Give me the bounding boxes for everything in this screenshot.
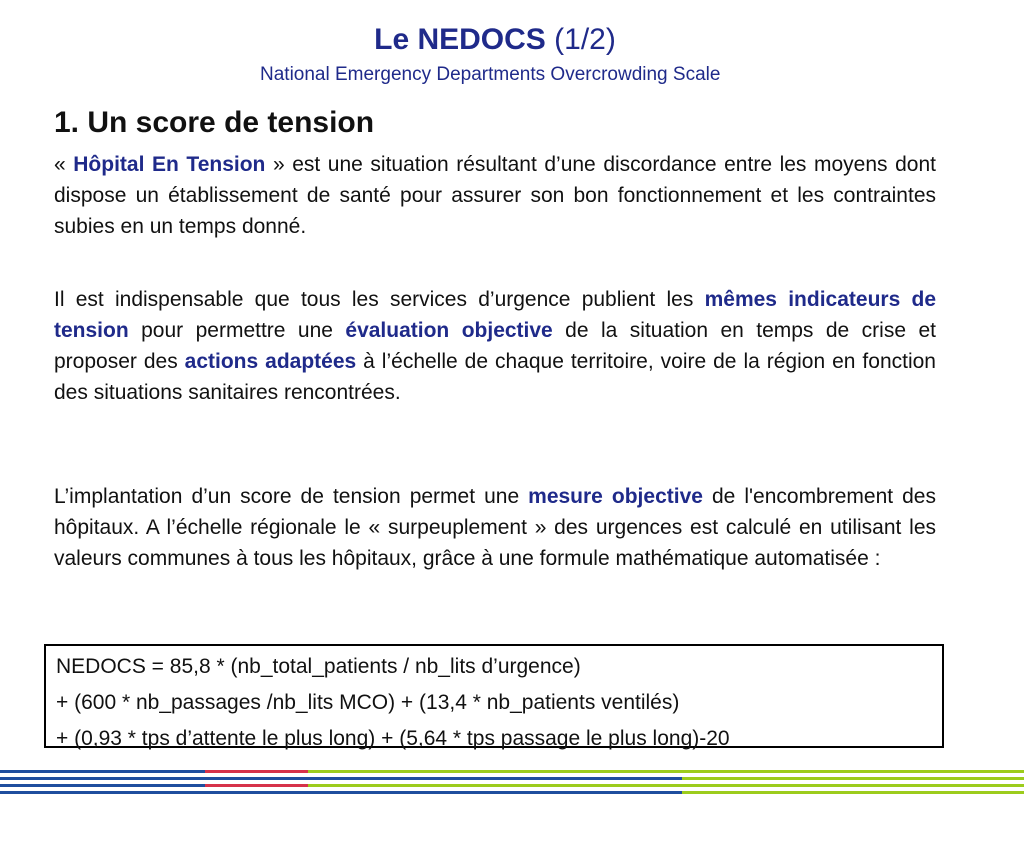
paragraph-text: L’implantation d’un score de tension permet une [54, 485, 529, 508]
slide-subtitle: National Emergency Departments Overcrowding Scale [260, 64, 721, 85]
footer-stripe [682, 770, 1024, 773]
slide-title-main: Le NEDOCS [374, 23, 546, 56]
highlight-term: évaluation objective [345, 319, 553, 342]
slide-title [0, 22, 990, 58]
formula-line-2: + (600 * nb_passages /nb_lits MCO) + (13,4 * nb_patients ventilés) [56, 691, 680, 714]
paragraph-indicators [54, 284, 936, 408]
formula-line-1: NEDOCS = 85,8 * (nb_total_patients / nb_lits d’urgence) [56, 655, 581, 678]
formula-line-3: + (0,93 * tps d’attente le plus long) + (5,64 * tps passage le plus long)-20 [56, 727, 730, 750]
paragraph-text: à l’échelle de chaque territoire, voire de la région en fonction des situations sanitaires rencontrées. [54, 350, 936, 404]
paragraph-score [54, 481, 936, 574]
highlight-term: Hôpital En Tension [73, 153, 266, 176]
footer-stripe [205, 791, 308, 794]
footer-stripe [682, 784, 1024, 787]
footer-stripe [205, 784, 308, 787]
highlight-term: mêmes indicateurs de tension [54, 288, 936, 342]
footer-stripe [0, 784, 205, 787]
paragraph-text: » est une situation résultant d’une discordance entre les moyens dont dispose un établissement de santé pour assurer son bon fonctionnement et les contraintes subies en un temps donné. [54, 153, 936, 238]
footer-stripe [0, 777, 205, 780]
footer-stripe [682, 777, 1024, 780]
slide-title-suffix: (1/2) [554, 23, 616, 56]
formula-box [44, 644, 944, 748]
footer-stripe [205, 770, 308, 773]
footer-stripe [308, 777, 682, 780]
footer-stripe [308, 770, 682, 773]
footer-stripe [0, 770, 205, 773]
paragraph-text: de la situation en temps de crise et proposer des [54, 319, 936, 373]
footer-stripes [0, 768, 1024, 796]
footer-stripe [308, 784, 682, 787]
paragraph-definition [54, 149, 936, 242]
section-heading: 1. Un score de tension [54, 106, 375, 139]
footer-stripe [682, 791, 1024, 794]
highlight-term: mesure objective [528, 485, 703, 508]
footer-stripe [308, 791, 682, 794]
paragraph-text: pour permettre une [128, 319, 346, 342]
footer-stripe [205, 777, 308, 780]
footer-stripe [0, 791, 205, 794]
paragraph-text: Il est indispensable que tous les services d’urgence publient les [54, 288, 705, 311]
paragraph-text: « [54, 153, 74, 176]
paragraph-text: de l'encombrement des hôpitaux. A l’échelle régionale le « surpeuplement » des urgences est calculé en utilisant les valeurs communes à tous les hôpitaux, grâce à une formule mathématique automatisée : [54, 485, 936, 570]
highlight-term: actions adaptées [184, 350, 357, 373]
